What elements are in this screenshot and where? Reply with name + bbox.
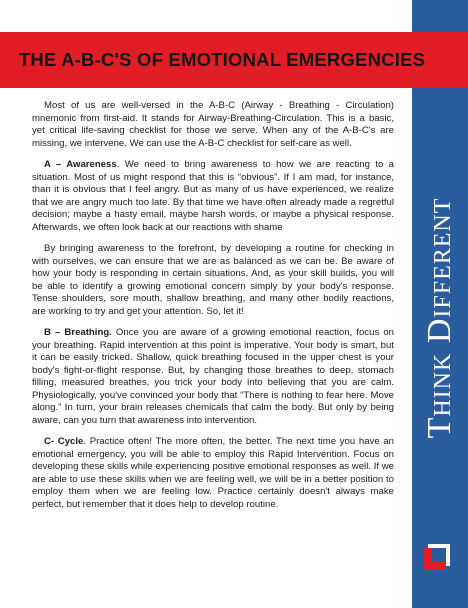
paragraph-breathing	[32, 327, 394, 427]
paragraph-text: . We need to bring awareness to how we are reacting to a situation. Most of us might respond that this is “obvious”. If I am mad, for instance, than it is obvious that I feel angry. But as many of us have experienced, we realize that we are angry much too late. By that time we have often already made a regretful decision; maybe a hasty email, maybe harsh words, or maybe a physical response. Afterwards, we often look back at our reactions with shame	[32, 159, 395, 233]
paragraph-awareness-routine	[32, 243, 394, 318]
paragraph-cycle	[32, 436, 394, 511]
paragraph-text: Once you are aware of a growing emotional reaction, focus on your breathing. Rapid intervention at this point is imperative. Your body is smart, but it can be easily tricked. Shallow, quick breathing focused in the upper chest is your body's fight-or-flight response. But, by changing those breathes to deep, stomach filling, measured breathes, you trick your body into believing that you are calm. Physiologically, you've convinced your body that “There is nothing to fear here. Move along.” In turn, your brain releases chemicals that calm the body. But only by being aware, can you turn that awareness into intervention.	[32, 327, 394, 426]
article-body	[32, 100, 394, 511]
paragraph-text: . Practice often! The more often, the better. The next time you have an emotional emergency, you will be able to employ this Rapid Intervention. Focus on developing these skills while experiencing positive emotional responses as well. If we are able to use these skills when we are feeling well, we will be in a better position to employ them when we are feeling low. Practice certainly doesn't always make perfect, but remember that it does help to develop routine.	[32, 436, 395, 510]
paragraph-intro	[32, 100, 394, 150]
paragraph-lead: A – Awareness	[44, 159, 117, 170]
paragraph-lead: C- Cycle	[44, 436, 84, 447]
sidebar-text: Think Different	[421, 197, 458, 439]
paragraph-text: By bringing awareness to the forefront, by developing a routine for checking in with ourselves, we can ensure that we are as balanced as we can be. Be aware of how your body is responding in certain situations. And, as your skill builds, you will be able to identify a growing emotional concern simply by your body's response. Tense shoulders, sore mouth, shallow breathing, and many other bodily reactions, are working to try and get your attention. So, let it!	[32, 243, 394, 317]
paragraph-text: Most of us are well-versed in the A-B-C (Airway - Breathing - Circulation) mnemonic from first-aid. It stands for Airway-Breathing-Circulation. This is a basic, yet critical life-saving checklist for those we serve. When any of the A-B-C's are missing, we intervene. We can use the A-B-C checklist for self-care as well.	[32, 100, 394, 149]
logo-mark-icon	[424, 544, 450, 570]
paragraph-lead: B – Breathing.	[44, 327, 112, 338]
page-title: THE A-B-C'S OF EMOTIONAL EMERGENCIES	[18, 49, 426, 70]
paragraph-awareness	[32, 159, 394, 234]
